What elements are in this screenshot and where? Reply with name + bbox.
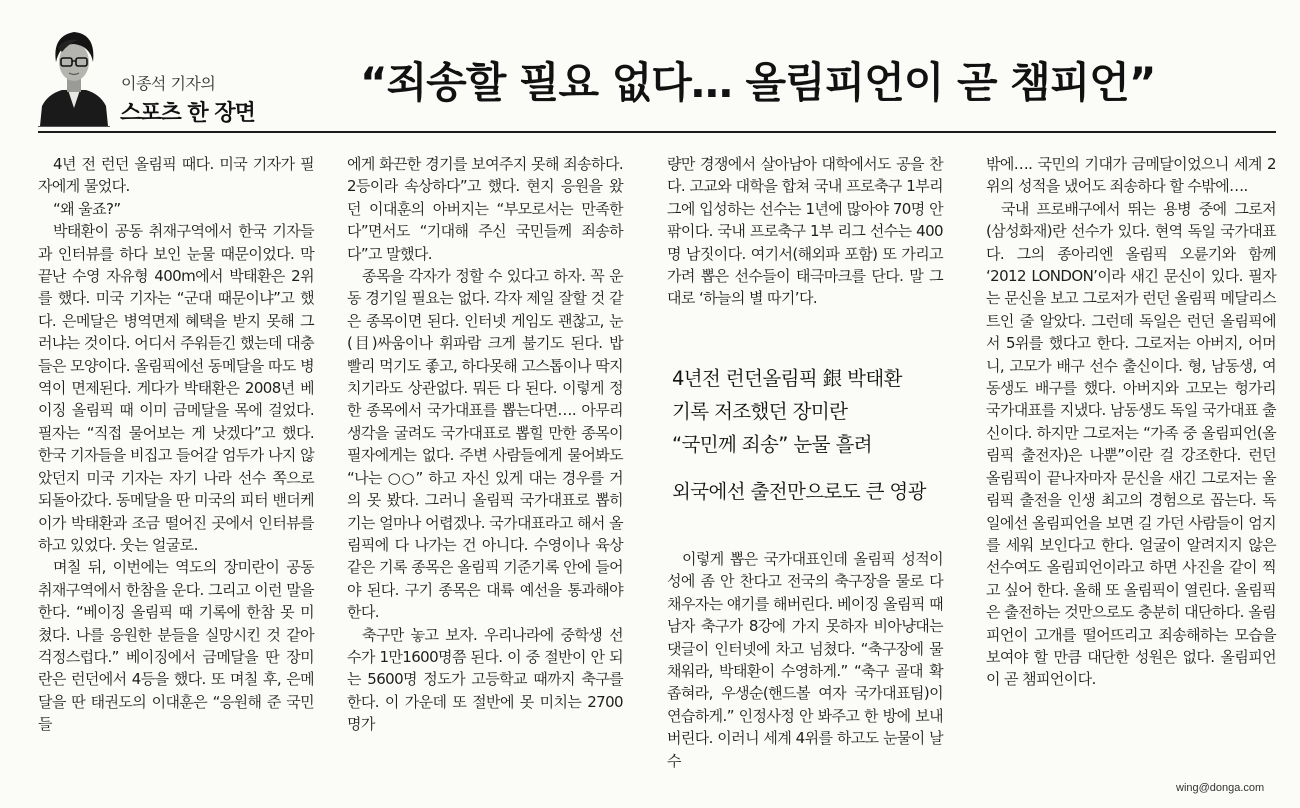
article-column-2 (347, 153, 623, 736)
paragraph: 종목을 각자가 정할 수 있다고 하자. 꼭 운동 경기일 필요는 없다. 각자 제일 잘할 것 같은 종목이면 된다. 인터넷 게임도 괜찮고, 눈(目)싸움이나 휘파람 크게 불기도 된다. 밥 빨리 먹기도 좋고, 하다못해 고스톱이나 딱지치기라도 상관없다. 뭐든 다 된다. 이렇게 정한 종목에서 국가대표를 뽑는다면…. 아무리 생각을 굴려도 국가대표로 뽑힐 만한 종목이 필자에게는 없다. 주변 사람들에게 물어봐도 “나는 ○○” 하고 자신 있게 대는 경우를 거의 못 봤다. 그러니 올림픽 국가대표로 뽑히기는 얼마나 어렵겠나. 국가대표라고 해서 올림픽에 다 나가는 건 아니다. 수영이나 육상 같은 기록 종목은 올림픽 기준기록 안에 들어야 된다. 구기 종목은 대륙 예선을 통과해야 한다. (347, 267, 623, 622)
paragraph: 국내 프로배구에서 뛰는 용병 중에 그로저(삼성화재)란 선수가 있다. 현역 독일 국가대표다. 그의 종아리엔 올림픽 오륜기와 함께 ‘2012 LONDON’이라 새긴 문신이 있다. 필자는 문신을 보고 그로저가 런던 올림픽 메달리스트인 줄 알았다. 그런데 독일은 런던 올림픽에서 5위를 했다고 한다. 그로저는 아버지, 어머니, 고모가 배구 선수 출신이다. 형, 남동생, 여동생도 배구를 했다. 아버지와 고모는 헝가리 국가대표를 지냈다. 남동생도 독일 국가대표 출신이다. 하지만 그로저는 “가족 중 올림피언(올림픽 출전자)은 나뿐”이란 걸 강조한다. 런던 올림픽이 끝나자마자 문신을 새긴 그로저는 올림픽 출전을 인생 최고의 경험으로 꼽는다. 독일에선 올림피언을 보면 길 가던 사람들이 엄지를 세워 보인다고 한다. 얼굴이 알려지지 않은 선수여도 올림피언이라고 하면 사진을 같이 찍고 싶어 한다. 올해 또 올림픽이 열린다. 올림픽은 출전하는 것만으로도 충분히 대단하다. 올림피언이 고개를 떨어뜨리고 죄송해하는 모습을 보여야 할 만큼 대단한 성원은 없다. 올림피언이 곧 챔피언이다. (986, 199, 1276, 689)
article-headline: “죄송할 필요 없다… 올림피언이 곧 챔피언” (360, 58, 1156, 107)
article-column-3-bottom (667, 548, 943, 772)
callout-line: 외국에선 출전만으로도 큰 영광 (672, 480, 926, 503)
paragraph: “왜 울죠?” (53, 199, 121, 218)
callout-line: “국민께 죄송” 눈물 흘려 (672, 433, 872, 456)
callout-line: 4년전 런던올림픽 銀 박태환 (672, 367, 902, 390)
callout-line: 기록 저조했던 장미란 (672, 400, 848, 423)
paragraph: 축구만 놓고 보자. 우리나라에 중학생 선수가 1만1600명쯤 된다. 이 중 절반이 안 되는 5600명 정도가 고등학교 때까지 축구를 한다. 이 가운데 또 절반에 못 미치는 2700명가 (347, 625, 623, 734)
paragraph: 에게 화끈한 경기를 보여주지 못해 죄송하다. 2등이라 속상하다”고 했다. 현지 응원을 왔던 이대훈의 아버지는 “부모로서는 만족한다”면서도 “기대해 주신 국민들께 죄송하다”고 말했다. (347, 155, 623, 263)
reporter-name: 이종석 기자의 (121, 74, 216, 93)
reporter-photo (38, 22, 110, 127)
reporter-email: wing@donga.com (1176, 782, 1265, 794)
article-column-4 (986, 153, 1276, 691)
column-name: 스포츠 한 장면 (120, 101, 255, 126)
paragraph: 박태환이 공동 취재구역에서 한국 기자들과 인터뷰를 하다 보인 눈물 때문이었다. 막 끝난 수영 자유형 400m에서 박태환은 2위를 했다. 미국 기자는 “군대 때문이냐”고 했다. 은메달은 병역면제 혜택을 받지 못해 그러냐는 것이다. 어디서 주워듣긴 했는데 대충 들은 모양이다. 올림픽에선 동메달을 따도 병역이 면제된다. 게다가 박태환은 2008년 베이징 올림픽 때 이미 금메달을 목에 걸었다. 필자는 “직접 물어보는 게 낫겠다”고 했다. 한국 기자들을 비집고 들어갈 엄두가 나지 않았던지 미국 기자는 자기 나라 선수 쪽으로 되돌아갔다. 동메달을 딴 미국의 피터 밴더케이가 박태환과 조금 떨어진 곳에서 인터뷰를 하고 있었다. 웃는 얼굴로. (38, 222, 314, 554)
article-column-1 (38, 153, 314, 736)
subheadline-callout (672, 362, 947, 508)
paragraph: 4년 전 런던 올림픽 때다. 미국 기자가 필자에게 물었다. (38, 155, 314, 196)
paragraph: 며칠 뒤, 이번에는 역도의 장미란이 공동 취재구역에서 한참을 운다. 그리고 이런 말을 한다. “베이징 올림픽 때 기록에 한참 못 미쳤다. 나를 응원한 분들을 실망시킨 것 같아 걱정스럽다.” 베이징에서 금메달을 딴 장미란은 런던에서 4등을 했다. 또 며칠 후, 은메달을 딴 태권도의 이대훈은 “응원해 준 국민들 (38, 558, 314, 734)
article-column-3-top (667, 153, 943, 310)
paragraph: 밖에…. 국민의 기대가 금메달이었으니 세계 2위의 성적을 냈어도 죄송하다 할 수밖에…. (986, 155, 1276, 196)
header-divider (38, 131, 1276, 133)
paragraph: 이렇게 뽑은 국가대표인데 올림픽 성적이 성에 좀 안 찬다고 전국의 축구장을 물로 다 채우자는 얘기를 해버린다. 베이징 올림픽 때 남자 축구가 8강에 가지 못하자 비아냥대는 댓글이 인터넷에 차고 넘쳤다. “축구장에 물 채워라, 박태환이 수영하게.” “축구 골대 확 좁혀라, 우생순(핸드볼 여자 국가대표팀)이 연습하게.” 인정사정 안 봐주고 한 방에 보내버린다. 이러니 세계 4위를 하고도 눈물이 날 수 (667, 550, 943, 770)
paragraph: 량만 경쟁에서 살아남아 대학에서도 공을 찬다. 고교와 대학을 합쳐 국내 프로축구 1부리그에 입성하는 선수는 1년에 많아야 70명 안팎이다. 국내 프로축구 1부 리그 선수는 400명 남짓이다. 여기서(해외파 포함) 또 가리고 가려 뽑은 선수들이 태극마크를 단다. 말 그대로 ‘하늘의 별 따기’다. (667, 155, 943, 308)
